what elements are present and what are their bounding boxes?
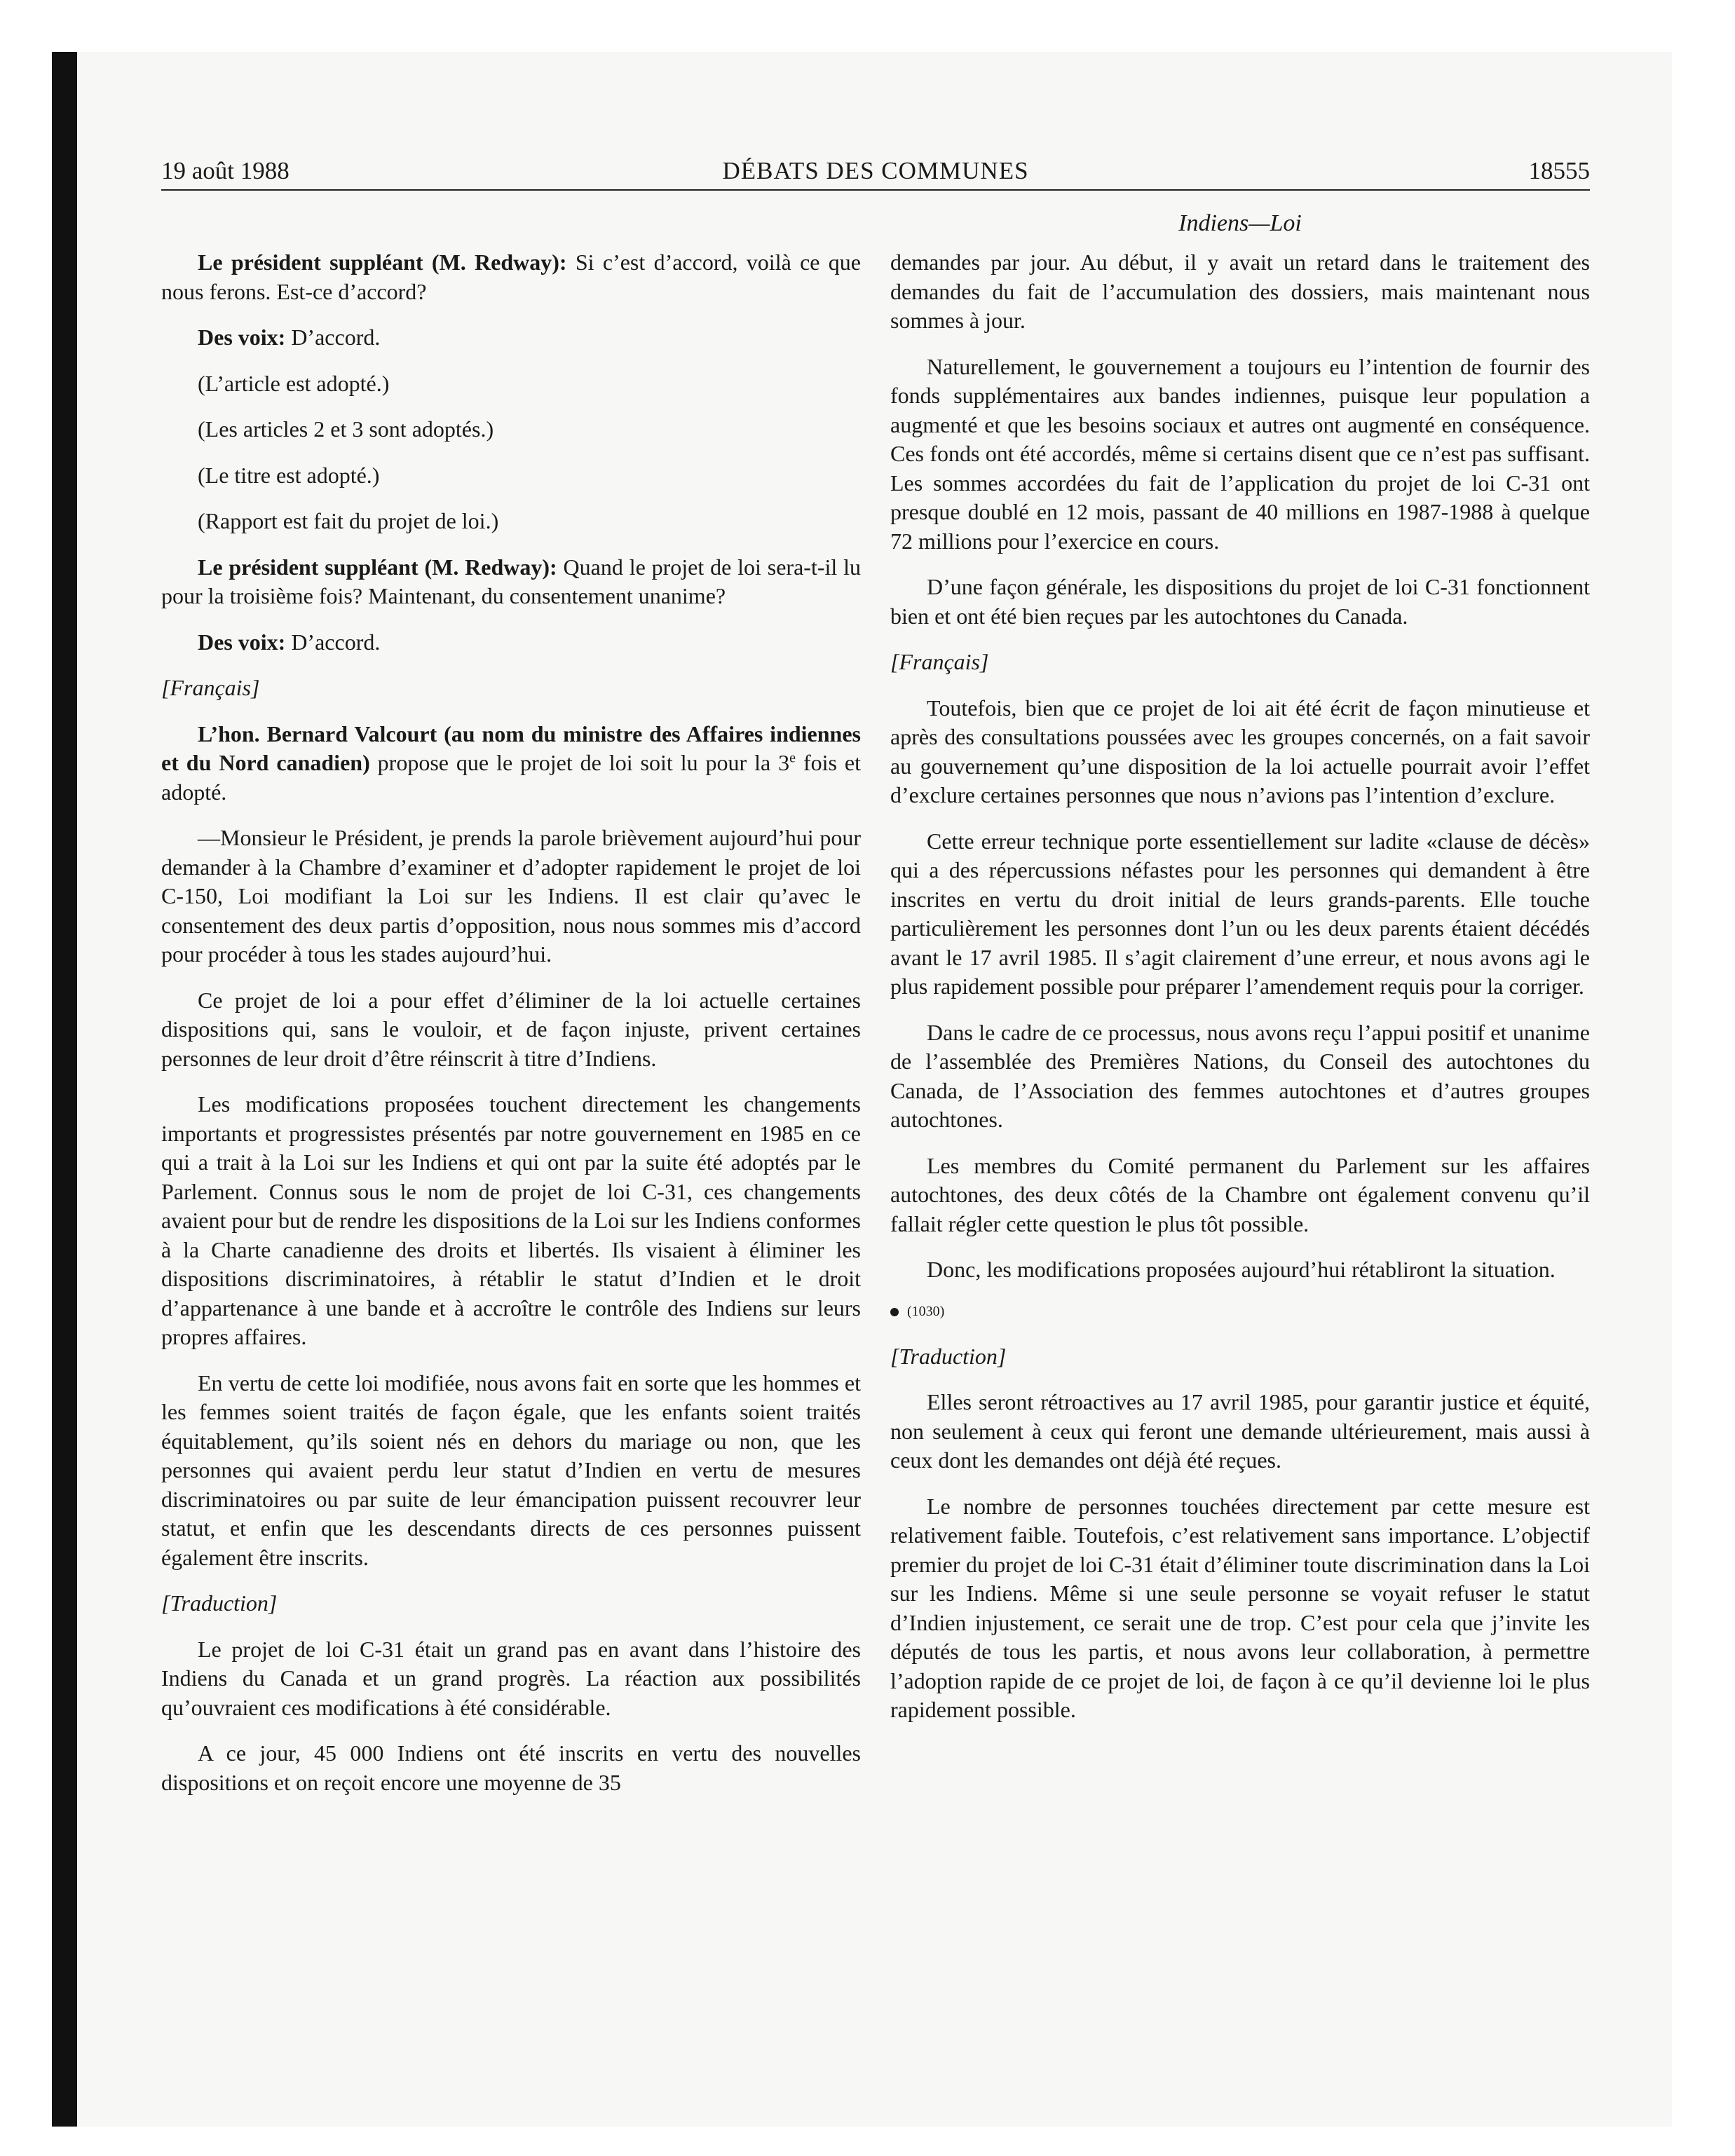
page-number: 18555 [1528, 157, 1590, 184]
speaker-name: L’hon. Bernard Valcourt (au nom du ministre des Affaires indiennes et du Nord canadien) [161, 721, 861, 775]
paragraph: Donc, les modifications proposées aujourd’hui rétabliront la situation. [927, 1257, 1556, 1282]
paragraph: —Monsieur le Président, je prends la parole brièvement aujourd’hui pour demander à la Chambre d’examiner et d’adopter rapidement le projet de loi C-150, Loi modifiant la Loi sur les Indiens. Il est clair qu’avec le consentement des deux partis d’opposition, nous nous sommes mis d’accord pour procéder à tous les stades aujourd’hui. [161, 825, 861, 967]
speaker-name: Le président suppléant (M. Redway): [198, 250, 567, 275]
header-date: 19 août 1988 [161, 157, 290, 184]
paragraph: Cette erreur technique porte essentiellement sur ladite «clause de décès» qui a des répercussions néfastes pour les personnes qui demandent à être inscrites en vertu du droit initial de leurs grands-parents. Elle touche particulièrement les personnes dont l’un ou les deux parents étaient décédés avant le 17 avril 1985. Il s’agit clairement d’une erreur, et nous avons agi le plus rapidement possible pour préparer l’amendement requis pour la corriger. [890, 828, 1590, 999]
paragraph: Elles seront rétroactives au 17 avril 1985, pour garantir justice et équité, non seulement à ceux qui feront une demande ultérieurement, mais aussi à ceux dont les demandes ont déjà été reçues. [890, 1389, 1590, 1473]
header-rule [161, 189, 1590, 191]
bullet-icon [890, 1308, 899, 1316]
paragraph: Des voix: D’accord. [198, 629, 381, 655]
speaker-name: Des voix: [198, 325, 286, 350]
procedure-note: (Les articles 2 et 3 sont adoptés.) [198, 416, 494, 442]
paragraph: Toutefois, bien que ce projet de loi ait été écrit de façon minutieuse et après des consultations poussées avec les groupes concernés, on a fait savoir au gouvernement qu’une disposition de la loi actuelle pourrait avoir l’effet d’exclure certaines personnes que nous n’avions pas l’intention d’exclure. [890, 695, 1590, 807]
subject-heading: Indiens—Loi [1178, 210, 1302, 236]
language-tag: [Français] [890, 649, 989, 674]
header-title: DÉBATS DES COMMUNES [722, 157, 1029, 184]
paragraph: Le nombre de personnes touchées directement par cette mesure est relativement faible. Toutefois, c’est relativement sans importance. L’objectif premier du projet de loi C-31 était d’éliminer toute discrimination dans la Loi sur les Indiens. Même si une seule personne se voyait refuser le statut d’Indien injustement, ce serait une de trop. C’est pour cela que j’invite les députés de tous les partis, et nous avons leur collaboration, à permettre l’adoption rapide de ce projet de loi, de façon à ce qu’il devienne loi le plus rapidement possible. [890, 1493, 1590, 1722]
binding-edge [52, 52, 77, 2127]
time-marker-label: (1030) [907, 1303, 945, 1319]
paragraph: Le projet de loi C-31 était un grand pas en avant dans l’histoire des Indiens du Canada et un grand progrès. La réaction aux possibilités qu’ouvraient ces modifications à été considérable. [161, 1636, 861, 1720]
left-column [161, 248, 861, 1797]
language-tag: [Français] [161, 675, 260, 700]
paragraph: Le président suppléant (M. Redway): Si c’est d’accord, voilà ce que nous ferons. Est-ce d’accord? [161, 250, 862, 304]
language-tag: [Traduction] [890, 1343, 1007, 1369]
paragraph: Les membres du Comité permanent du Parlement sur les affaires autochtones, des deux côtés de la Chambre ont également convenu qu’il fallait régler cette question le plus tôt possible. [890, 1152, 1590, 1236]
paragraph: D’une façon générale, les dispositions du projet de loi C-31 fonctionnent bien et ont été bien reçues par les autochtones du Canada. [890, 574, 1590, 629]
paragraph: Les modifications proposées touchent directement les changements importants et progressistes présentés par notre gouvernement en 1985 en ce qui a trait à la Loi sur les Indiens et qui ont par la suite été adoptés par le Parlement. Connus sous le nom de projet de loi C-31, ces changements avaient pour but de rendre les dispositions de la Loi sur les Indiens conformes à la Charte canadienne des droits et libertés. Ils visaient à éliminer les dispositions discriminatoires, à rétablir le statut d’Indien et le droit d’appartenance à une bande et à accroître le contrôle des Indiens sur leurs propres affaires. [161, 1091, 861, 1349]
paragraph: L’hon. Bernard Valcourt (au nom du ministre des Affaires indiennes et du Nord canadien) propose que le projet de loi soit lu pour la 3e fois et adopté. [161, 721, 861, 805]
procedure-note: (Le titre est adopté.) [198, 462, 380, 488]
right-column [890, 248, 1590, 1725]
paragraph: Ce projet de loi a pour effet d’éliminer de la loi actuelle certaines dispositions qui, sans le vouloir, et de façon injuste, privent certaines personnes de leur droit d’être réinscrit à titre d’Indiens. [161, 987, 861, 1071]
procedure-note: (Rapport est fait du projet de loi.) [198, 508, 499, 533]
speaker-name: Des voix: [198, 629, 286, 655]
speaker-name: Le président suppléant (M. Redway): [198, 554, 557, 580]
time-marker [890, 1302, 1590, 1321]
language-tag: [Traduction] [161, 1590, 278, 1616]
paragraph: Des voix: D’accord. [198, 325, 381, 350]
paragraph: demandes par jour. Au début, il y avait un retard dans le traitement des demandes du fait de l’accumulation des dossiers, mais maintenant nous sommes à jour. [890, 250, 1590, 333]
procedure-note: (L’article est adopté.) [198, 370, 390, 396]
paragraph: Dans le cadre de ce processus, nous avons reçu l’appui positif et unanime de l’assemblée des Premières Nations, du Conseil des autochtones du Canada, de l’Association des femmes autochtones et d’autres groupes autochtones. [890, 1019, 1590, 1132]
paragraph: Naturellement, le gouvernement a toujours eu l’intention de fournir des fonds supplémentaires aux bandes indiennes, puisque leur population a augmenté et que les besoins sociaux et autres ont augmenté en conséquence. Ces fonds ont été accordés, même si certains disent que ce n’est pas suffisant. Les sommes accordées du fait de l’application du projet de loi C-31 ont presque doublé en 12 mois, passant de 40 millions en 1987-1988 à quelque 72 millions pour l’exercice en cours. [890, 353, 1590, 554]
paragraph: En vertu de cette loi modifiée, nous avons fait en sorte que les hommes et les femmes soient traités de façon égale, que les enfants soient traités équitablement, qu’ils soient nés en dehors du mariage ou non, que les personnes qui avaient perdu leur statut d’Indien en vertu de mesures discriminatoires ou par suite de leur émancipation puissent recouvrer leur statut, et enfin que les descendants directs de ces personnes puissent également être inscrits. [161, 1370, 861, 1570]
paragraph: Le président suppléant (M. Redway): Quand le projet de loi sera-t-il lu pour la troisième fois? Maintenant, du consentement unanime? [161, 554, 862, 608]
page-header [161, 156, 1590, 186]
paragraph: A ce jour, 45 000 Indiens ont été inscrits en vertu des nouvelles dispositions et on reçoit encore une moyenne de 35 [161, 1740, 861, 1795]
